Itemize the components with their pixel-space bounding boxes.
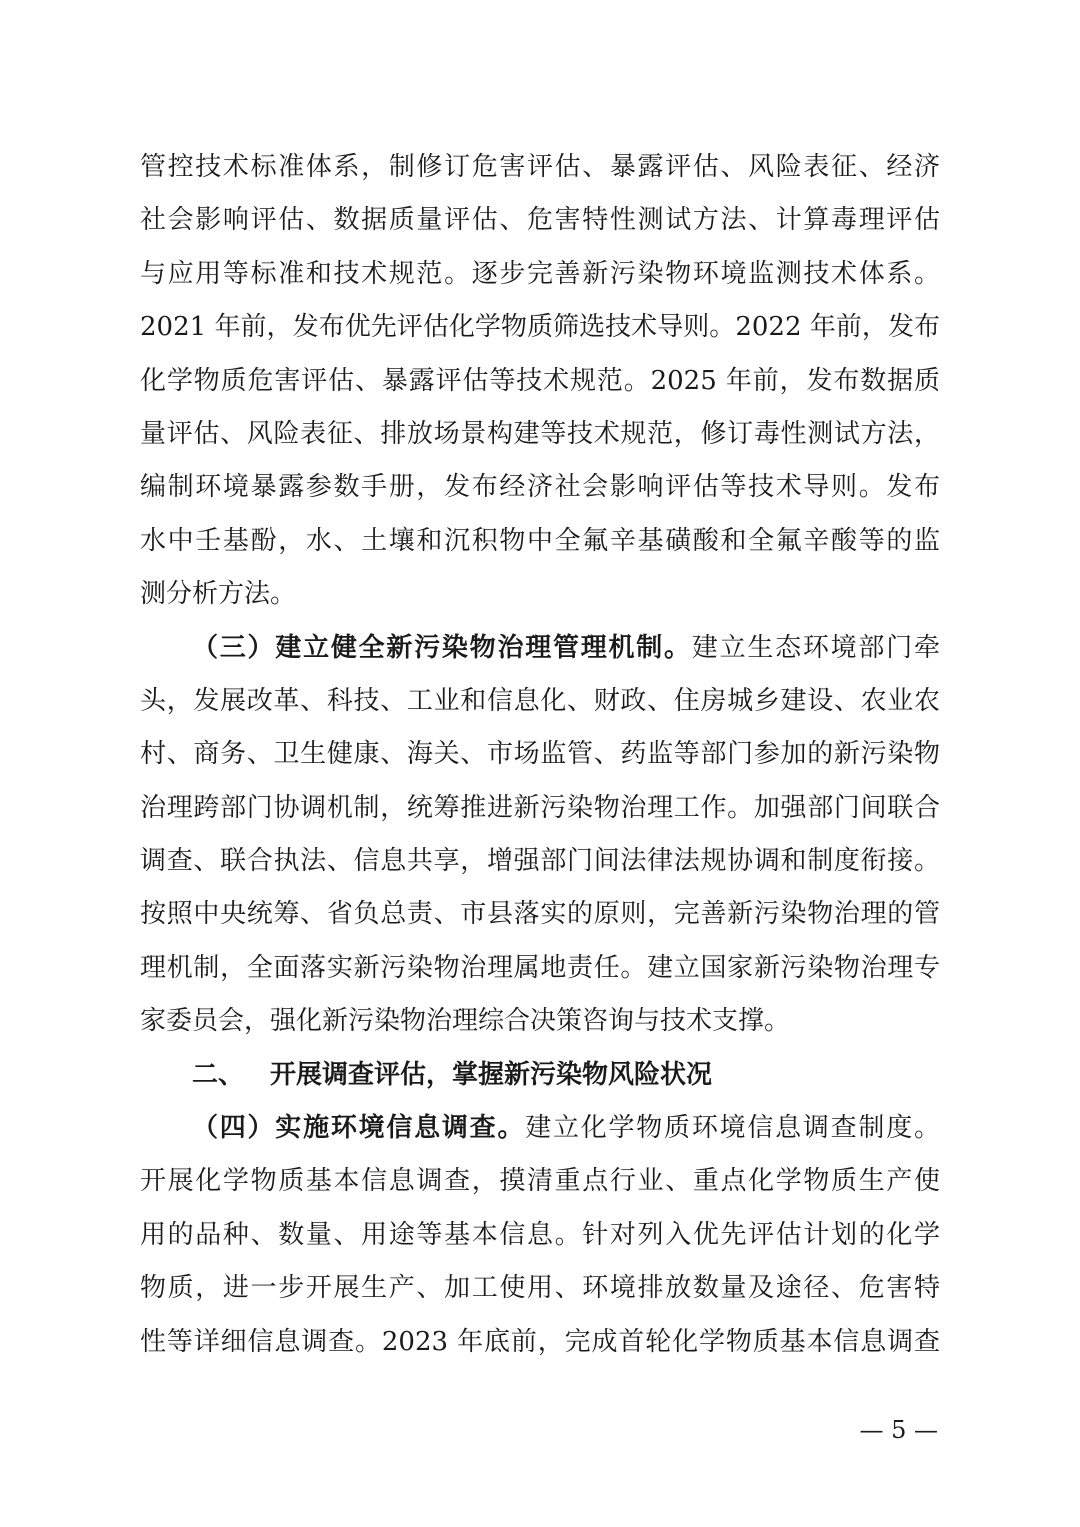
section-4-title: （四）实施环境信息调查。 <box>192 1113 526 1144</box>
body-line: 水中壬基酚，水、土壤和沉积物中全氟辛基磺酸和全氟辛酸等的监 <box>140 525 940 556</box>
section-3-line: 调查、联合执法、信息共享，增强部门间法律法规协调和制度衔接。 <box>140 846 940 877</box>
section-4-first-line-text: 建立化学物质环境信息调查制度。 <box>525 1113 940 1144</box>
section-3-line: 头，发展改革、科技、工业和信息化、财政、住房城乡建设、农业农 <box>140 685 940 716</box>
section-3-line: 按照中央统筹、省负总责、市县落实的原则，完善新污染物治理的管 <box>140 899 940 930</box>
section-3-line: 治理跨部门协调机制，统筹推进新污染物治理工作。加强部门间联合 <box>140 792 940 823</box>
section-4-line: 性等详细信息调查。2023 年底前，完成首轮化学物质基本信息调查 <box>140 1326 940 1357</box>
body-line: 量评估、风险表征、排放场景构建等技术规范，修订毒性测试方法， <box>140 418 940 449</box>
section-3-first-line-text: 建立生态环境部门牵 <box>691 632 940 663</box>
section-4-line: 用的品种、数量、用途等基本信息。针对列入优先评估计划的化学 <box>140 1219 940 1250</box>
body-line: 与应用等标准和技术规范。逐步完善新污染物环境监测技术体系。 <box>140 258 940 289</box>
section-heading-2 <box>140 1049 940 1102</box>
section-4-line: 物质，进一步开展生产、加工使用、环境排放数量及途径、危害特 <box>140 1273 940 1304</box>
heading-number: 二、 <box>192 1059 245 1090</box>
section-3-first-line <box>140 622 940 675</box>
body-line: 化学物质危害评估、暴露评估等技术规范。2025 年前，发布数据质 <box>140 365 940 396</box>
section-3-title: （三）建立健全新污染物治理管理机制。 <box>192 632 692 663</box>
body-line: 编制环境暴露参数手册，发布经济社会影响评估等技术导则。发布 <box>140 472 940 503</box>
body-line: 管控技术标准体系，制修订危害评估、暴露评估、风险表征、经济 <box>140 152 940 182</box>
body-line: 2021 年前，发布优先评估化学物质筛选技术导则。2022 年前，发布 <box>140 312 940 343</box>
section-3-line: 村、商务、卫生健康、海关、市场监管、药监等部门参加的新污染物 <box>140 739 940 770</box>
body-line: 测分析方法。 <box>140 579 297 610</box>
heading-text: 开展调查评估，掌握新污染物风险状况 <box>270 1059 713 1090</box>
section-4-line: 开展化学物质基本信息调查，摸清重点行业、重点化学物质生产使 <box>140 1166 940 1197</box>
section-3-line: 理机制，全面落实新污染物治理属地责任。建立国家新污染物治理专 <box>140 952 940 983</box>
page-number: — 5 — <box>859 1416 938 1444</box>
body-line: 社会影响评估、数据质量评估、危害特性测试方法、计算毒理评估 <box>140 205 940 236</box>
document-body <box>140 141 940 1369</box>
section-3-line: 家委员会，强化新污染物治理综合决策咨询与技术支撑。 <box>140 1006 791 1037</box>
section-4-first-line <box>140 1102 940 1155</box>
